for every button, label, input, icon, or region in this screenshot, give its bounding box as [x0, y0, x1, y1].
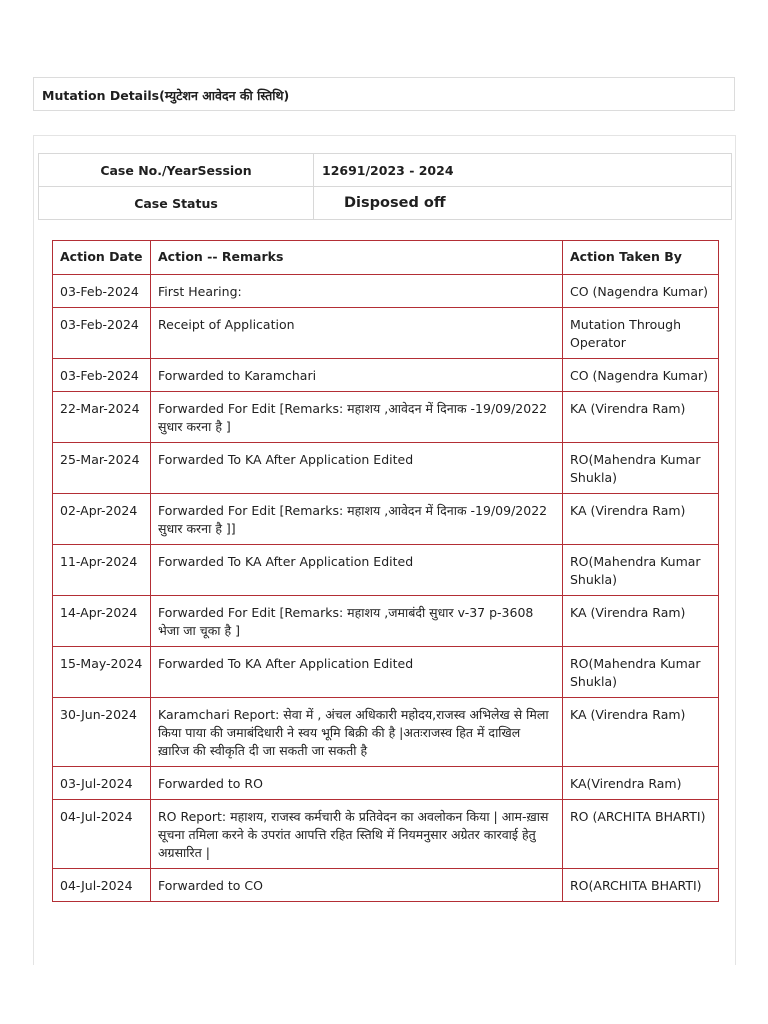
action-taken-by-cell: KA (Virendra Ram) [563, 596, 719, 647]
action-taken-by-cell: Mutation Through Operator [563, 308, 719, 359]
case-no-label: Case No./YearSession [39, 154, 314, 187]
case-no-value: 12691/2023 - 2024 [314, 154, 732, 187]
action-taken-by-cell: RO (ARCHITA BHARTI) [563, 800, 719, 869]
action-remarks-cell: Forwarded to CO [151, 869, 563, 902]
case-status-value: Disposed off [314, 187, 732, 220]
action-remarks-cell: Forwarded To KA After Application Edited [151, 647, 563, 698]
table-row [53, 392, 719, 443]
action-remarks-cell: Karamchari Report: सेवा में , अंचल अधिकारी महोदय,राजस्व अभिलेख से मिला किया पाया की जमाबंदिधारी ने स्वय भूमि बिक्री की है |अतःराजस्व हित में दाखिल ख़ारिज की स्वीकृति दी जा सकती जा सकती है [151, 698, 563, 767]
case-info-table [38, 153, 732, 220]
table-row [53, 869, 719, 902]
action-taken-by-cell: RO(Mahendra Kumar Shukla) [563, 545, 719, 596]
case-status-row [39, 187, 732, 220]
action-date-cell: 22-Mar-2024 [53, 392, 151, 443]
action-remarks-cell: Receipt of Application [151, 308, 563, 359]
actions-body [53, 275, 719, 902]
action-date-cell: 03-Feb-2024 [53, 308, 151, 359]
table-row [53, 275, 719, 308]
table-row [53, 359, 719, 392]
actions-header-row [53, 241, 719, 275]
header-action-taken-by: Action Taken By [563, 241, 719, 275]
table-row [53, 443, 719, 494]
action-date-cell: 03-Feb-2024 [53, 359, 151, 392]
header-action-date: Action Date [53, 241, 151, 275]
case-no-row [39, 154, 732, 187]
action-taken-by-cell: KA(Virendra Ram) [563, 767, 719, 800]
mutation-details-header [33, 77, 735, 111]
action-remarks-cell: Forwarded To KA After Application Edited [151, 443, 563, 494]
action-date-cell: 02-Apr-2024 [53, 494, 151, 545]
case-status-label: Case Status [39, 187, 314, 220]
action-remarks-cell: Forwarded To KA After Application Edited [151, 545, 563, 596]
action-taken-by-cell: RO(Mahendra Kumar Shukla) [563, 443, 719, 494]
action-taken-by-cell: CO (Nagendra Kumar) [563, 359, 719, 392]
action-date-cell: 14-Apr-2024 [53, 596, 151, 647]
page-title: Mutation Details(म्युटेशन आवेदन की स्तिथि) [42, 88, 290, 103]
action-taken-by-cell: KA (Virendra Ram) [563, 698, 719, 767]
action-remarks-cell: Forwarded For Edit [Remarks: महाशय ,आवेदन में दिनाक -19/09/2022 सुधार करना है ] [151, 392, 563, 443]
action-remarks-cell: RO Report: महाशय, राजस्व कर्मचारी के प्रतिवेदन का अवलोकन किया | आम-ख़ास सूचना तमिला करने के उपरांत आपत्ति रहित स्तिथि में नियमनुसार अग्रेतर कारवाई हेतु अग्रसारित | [151, 800, 563, 869]
action-date-cell: 04-Jul-2024 [53, 869, 151, 902]
action-taken-by-cell: KA (Virendra Ram) [563, 494, 719, 545]
table-row [53, 545, 719, 596]
table-row [53, 800, 719, 869]
action-date-cell: 30-Jun-2024 [53, 698, 151, 767]
header-action-remarks: Action -- Remarks [151, 241, 563, 275]
table-row [53, 596, 719, 647]
action-taken-by-cell: RO(Mahendra Kumar Shukla) [563, 647, 719, 698]
action-date-cell: 11-Apr-2024 [53, 545, 151, 596]
action-taken-by-cell: CO (Nagendra Kumar) [563, 275, 719, 308]
table-row [53, 308, 719, 359]
action-date-cell: 15-May-2024 [53, 647, 151, 698]
action-remarks-cell: Forwarded to Karamchari [151, 359, 563, 392]
table-row [53, 767, 719, 800]
action-remarks-cell: Forwarded For Edit [Remarks: महाशय ,जमाबंदी सुधार v-37 p-3608 भेजा जा चूका है ] [151, 596, 563, 647]
actions-table [52, 240, 719, 902]
table-row [53, 494, 719, 545]
action-date-cell: 03-Jul-2024 [53, 767, 151, 800]
action-remarks-cell: Forwarded For Edit [Remarks: महाशय ,आवेदन में दिनाक -19/09/2022 सुधार करना है ]] [151, 494, 563, 545]
action-taken-by-cell: KA (Virendra Ram) [563, 392, 719, 443]
table-row [53, 698, 719, 767]
action-remarks-cell: Forwarded to RO [151, 767, 563, 800]
action-remarks-cell: First Hearing: [151, 275, 563, 308]
action-taken-by-cell: RO(ARCHITA BHARTI) [563, 869, 719, 902]
table-row [53, 647, 719, 698]
action-date-cell: 03-Feb-2024 [53, 275, 151, 308]
action-date-cell: 04-Jul-2024 [53, 800, 151, 869]
action-date-cell: 25-Mar-2024 [53, 443, 151, 494]
